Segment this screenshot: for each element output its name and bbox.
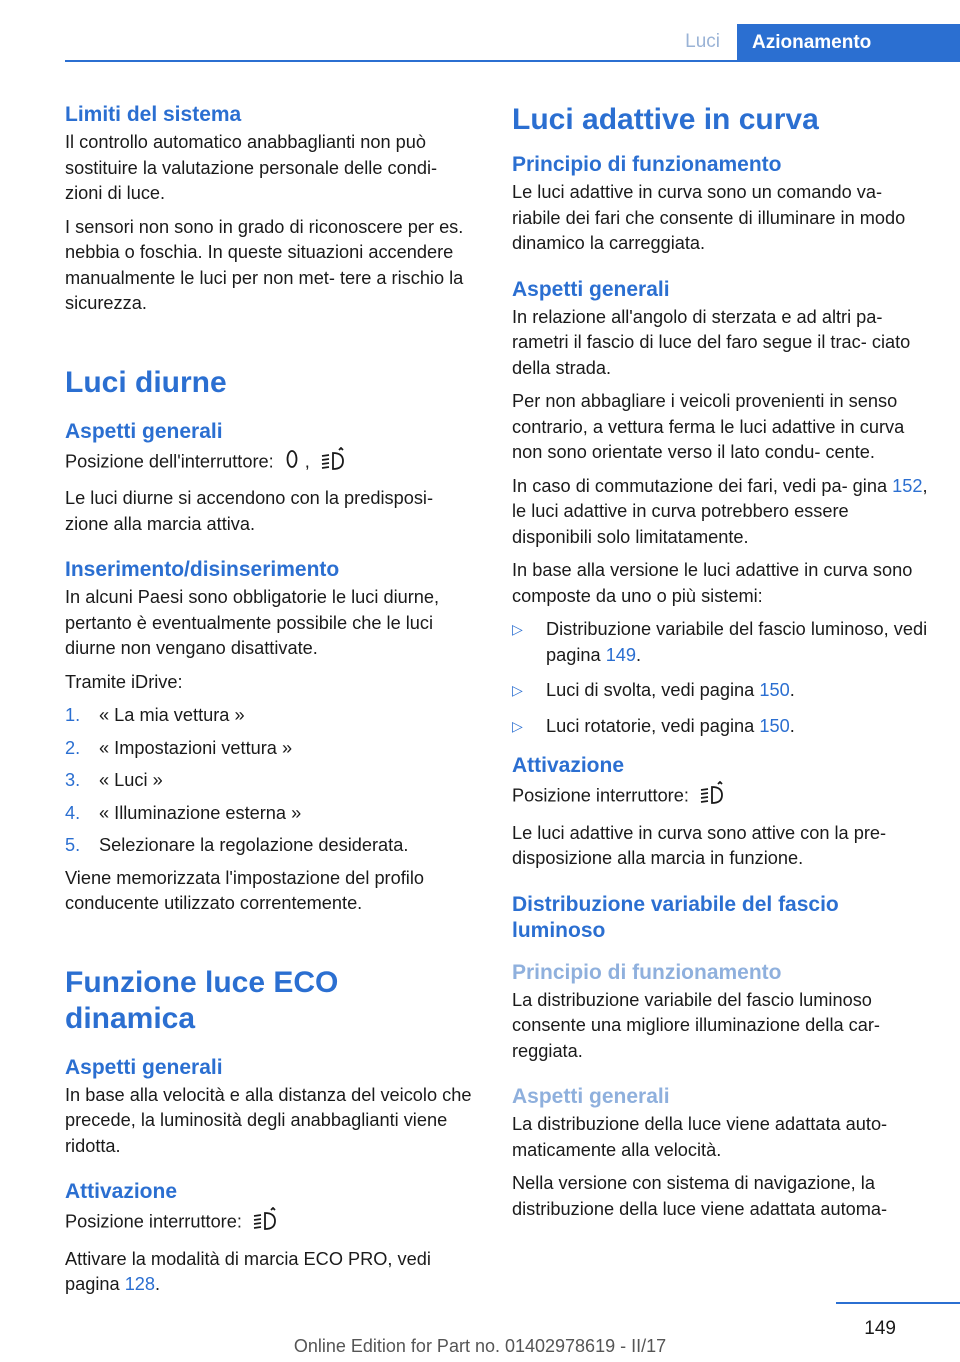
page-link[interactable]: 150 (759, 680, 790, 700)
curve-general-title: Aspetti generali (512, 277, 670, 301)
eco-paragraph-1: In base alla velocità e alla distanza del veicolo che precede, la luminosità degli anabbaglianti viene ridotta. (65, 1084, 472, 1156)
drl-switch-sep: , (304, 451, 310, 472)
variable-paragraph-2: La distribuzione della luce viene adattata auto- maticamente alla velocità. (512, 1114, 888, 1160)
list-item: 1. « La mia vettura » (65, 705, 245, 725)
edition-footer: Online Edition for Part no. 01402978619 - II/17 (293, 1336, 667, 1356)
drl-onoff-title: Inserimento/disinserimento (65, 558, 340, 581)
footer-rule (836, 1302, 960, 1304)
variable-paragraph-3: Nella versione con sistema di navigazione, la distribuzione della luce viene adattata automa- (512, 1173, 888, 1219)
eco-switch-label: Posizione interruttore: (65, 1211, 242, 1232)
drl-title: Luci diurne (65, 365, 227, 399)
drl-paragraph-2: In alcuni Paesi sono obbligatorie le luci diurne, pertanto è eventualmente possibile che le luci diurne non vengano disattivate. (65, 587, 440, 658)
list-item: 2. « Impostazioni vettura » (65, 737, 293, 758)
bullet-triangle-icon: ▷ (512, 717, 523, 734)
limits-title: Limiti del sistema (65, 103, 242, 126)
drl-paragraph-3: Tramite iDrive: (65, 671, 183, 692)
curve-principle-title: Principio di funzionamento (512, 153, 782, 176)
left-column (65, 102, 475, 1306)
header-rule (65, 60, 960, 62)
bullet-triangle-icon: ▷ (512, 621, 523, 637)
list-item: ▷ Luci di svolta, vedi pagina 150. (512, 678, 930, 704)
curve-paragraph-2: In relazione all'angolo di sterzata e ad altri pa- rametri il fascio di luce del faro segue il trac- ciato della strada. (512, 306, 911, 378)
curve-title: Luci adattive in curva (512, 103, 819, 136)
curve-paragraph-3: Per non abbagliare i veicoli provenienti in senso contrario, a vettura ferma le luci adattive in curva non sono orientate verso il lato condu- cente. (512, 391, 905, 462)
auto-headlight-icon (700, 781, 726, 813)
limits-paragraph-2: I sensori non sono in grado di riconoscere per es. nebbia o foschia. In queste situazioni accendere manualmente le luci per non met- tere a rischio la sicurezza. (65, 216, 464, 313)
list-item: 3. « Luci » (65, 770, 163, 790)
list-item: 5. Selezionare la regolazione desiderata. (65, 835, 409, 855)
switch-position-0-icon (285, 448, 299, 478)
variable-title: Distribuzione variabile del fascio luminoso (512, 892, 839, 942)
curve-switch-line (512, 781, 930, 813)
eco-paragraph-2: Attivare la modalità di marcia ECO PRO, vedi pagina 128. (65, 1248, 431, 1294)
page-number: 149 (864, 1318, 896, 1339)
list-item: 4. « Illuminazione esterna » (65, 802, 302, 823)
drl-paragraph-4: Viene memorizzata l'impostazione del profilo conducente utilizzato correntemente. (65, 867, 424, 913)
header-section: Luci (685, 31, 720, 52)
drl-paragraph-1: Le luci diurne si accendono con la predisposi- zione alla marcia attiva. (65, 488, 434, 534)
idrive-steps (65, 703, 475, 859)
page-link[interactable]: 152 (892, 475, 923, 496)
bullet-triangle-icon: ▷ (512, 682, 523, 698)
list-item: ▷ Luci rotatorie, vedi pagina 150. (512, 714, 930, 740)
auto-headlight-icon (321, 447, 347, 479)
curve-activation-title: Attivazione (512, 754, 625, 777)
limits-paragraph-1: Il controllo automatico anabbaglianti non può sostituire la valutazione personale delle condi- zioni di luce. (65, 132, 438, 203)
eco-switch-line (65, 1207, 475, 1239)
auto-headlight-icon (253, 1207, 279, 1239)
curve-paragraph-5: In base alla versione le luci adattive in curva sono composte da uno o più sistemi: (512, 560, 913, 606)
variable-paragraph-1: La distribuzione variabile del fascio luminoso consente una migliore illuminazione della car- reggiata. (512, 989, 880, 1061)
eco-title: Funzione luce ECO dinamica (65, 965, 339, 1035)
variable-general-title: Aspetti generali (512, 1085, 670, 1108)
drl-general-title: Aspetti generali (65, 419, 223, 443)
eco-general-title: Aspetti generali (65, 1055, 223, 1079)
curve-paragraph-1: Le luci adattive in curva sono un comando va- riabile dei fari che consente di illuminare in modo dinamico la carreggiata. (512, 182, 906, 253)
page-link[interactable]: 150 (759, 715, 790, 736)
curve-switch-label: Posizione interruttore: (512, 785, 689, 806)
drl-switch-label: Posizione dell'interruttore: (65, 451, 274, 472)
list-item: ▷ Distribuzione variabile del fascio luminoso, vedi pagina 149. (512, 617, 930, 668)
page-link[interactable]: 128 (124, 1274, 156, 1294)
right-column (512, 102, 930, 1230)
variable-principle-title: Principio di funzionamento (512, 960, 782, 984)
header-tab: Azionamento (737, 24, 960, 62)
curve-paragraph-6: Le luci adattive in curva sono attive con la pre- disposizione alla marcia in funzione. (512, 822, 887, 868)
curve-paragraph-4: In caso di commutazione dei fari, vedi pa- gina 152, le luci adattive in curva potrebbero essere disponibili solo limitatamente. (512, 475, 928, 547)
eco-activation-title: Attivazione (65, 1180, 178, 1203)
drl-switch-line (65, 447, 475, 479)
page-link[interactable]: 149 (605, 644, 637, 665)
systems-list (512, 617, 930, 739)
